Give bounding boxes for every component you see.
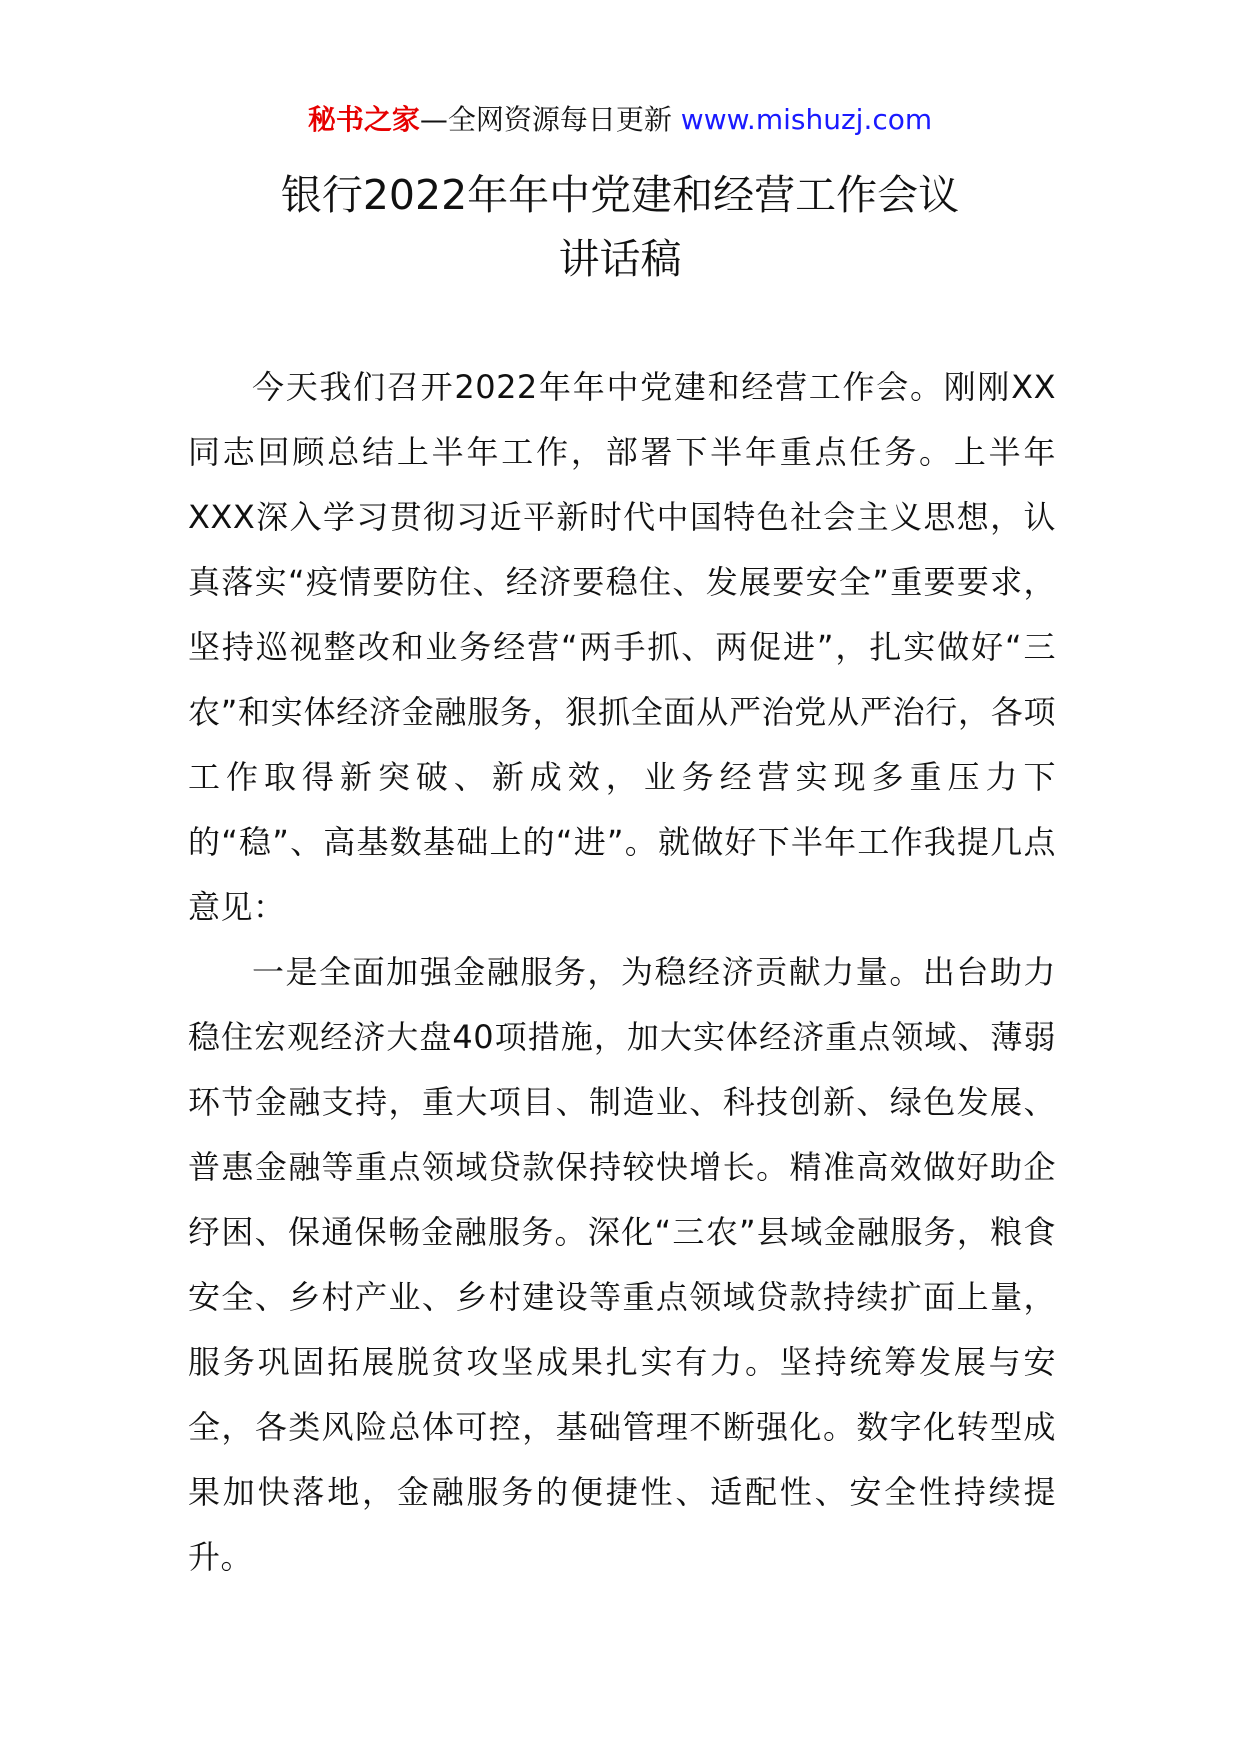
site-url-link[interactable]: www.mishuzj.com <box>680 103 933 136</box>
header-tagline: —全网资源每日更新 <box>419 103 672 136</box>
title-line-2: 讲话稿 <box>558 235 682 283</box>
document-body <box>188 355 1056 1590</box>
paragraph-point-one: 一是全面加强金融服务，为稳经济贡献力量。出台助力稳住宏观经济大盘40项措施，加大实体经济重点领域、薄弱环节金融支持，重大项目、制造业、科技创新、绿色发展、普惠金融等重点领域贷款保持较快增长。精准高效做好助企纾困、保通保畅金融服务。深化“三农”县域金融服务，粮食安全、乡村产业、乡村建设等重点领域贷款持续扩面上量，服务巩固拓展脱贫攻坚成果扎实有力。坚持统筹发展与安全，各类风险总体可控，基础管理不断强化。数字化转型成果加快落地，金融服务的便捷性、适配性、安全性持续提升。 <box>188 953 1056 1576</box>
brand-name: 秘书之家 <box>307 103 420 136</box>
title-line-1: 银行2022年年中党建和经营工作会议 <box>280 171 960 219</box>
document-title <box>0 163 1240 291</box>
paragraph-intro: 今天我们召开2022年年中党建和经营工作会。刚刚XX同志回顾总结上半年工作，部署下半年重点任务。上半年XXX深入学习贯彻习近平新时代中国特色社会主义思想，认真落实“疫情要防住、经济要稳住、发展要安全”重要要求，坚持巡视整改和业务经营“两手抓、两促进”，扎实做好“三农”和实体经济金融服务，狠抓全面从严治党从严治行，各项工作取得新突破、新成效，业务经营实现多重压力下的“稳”、高基数基础上的“进”。就做好下半年工作我提几点意见： <box>188 368 1056 926</box>
site-header <box>0 100 1240 140</box>
